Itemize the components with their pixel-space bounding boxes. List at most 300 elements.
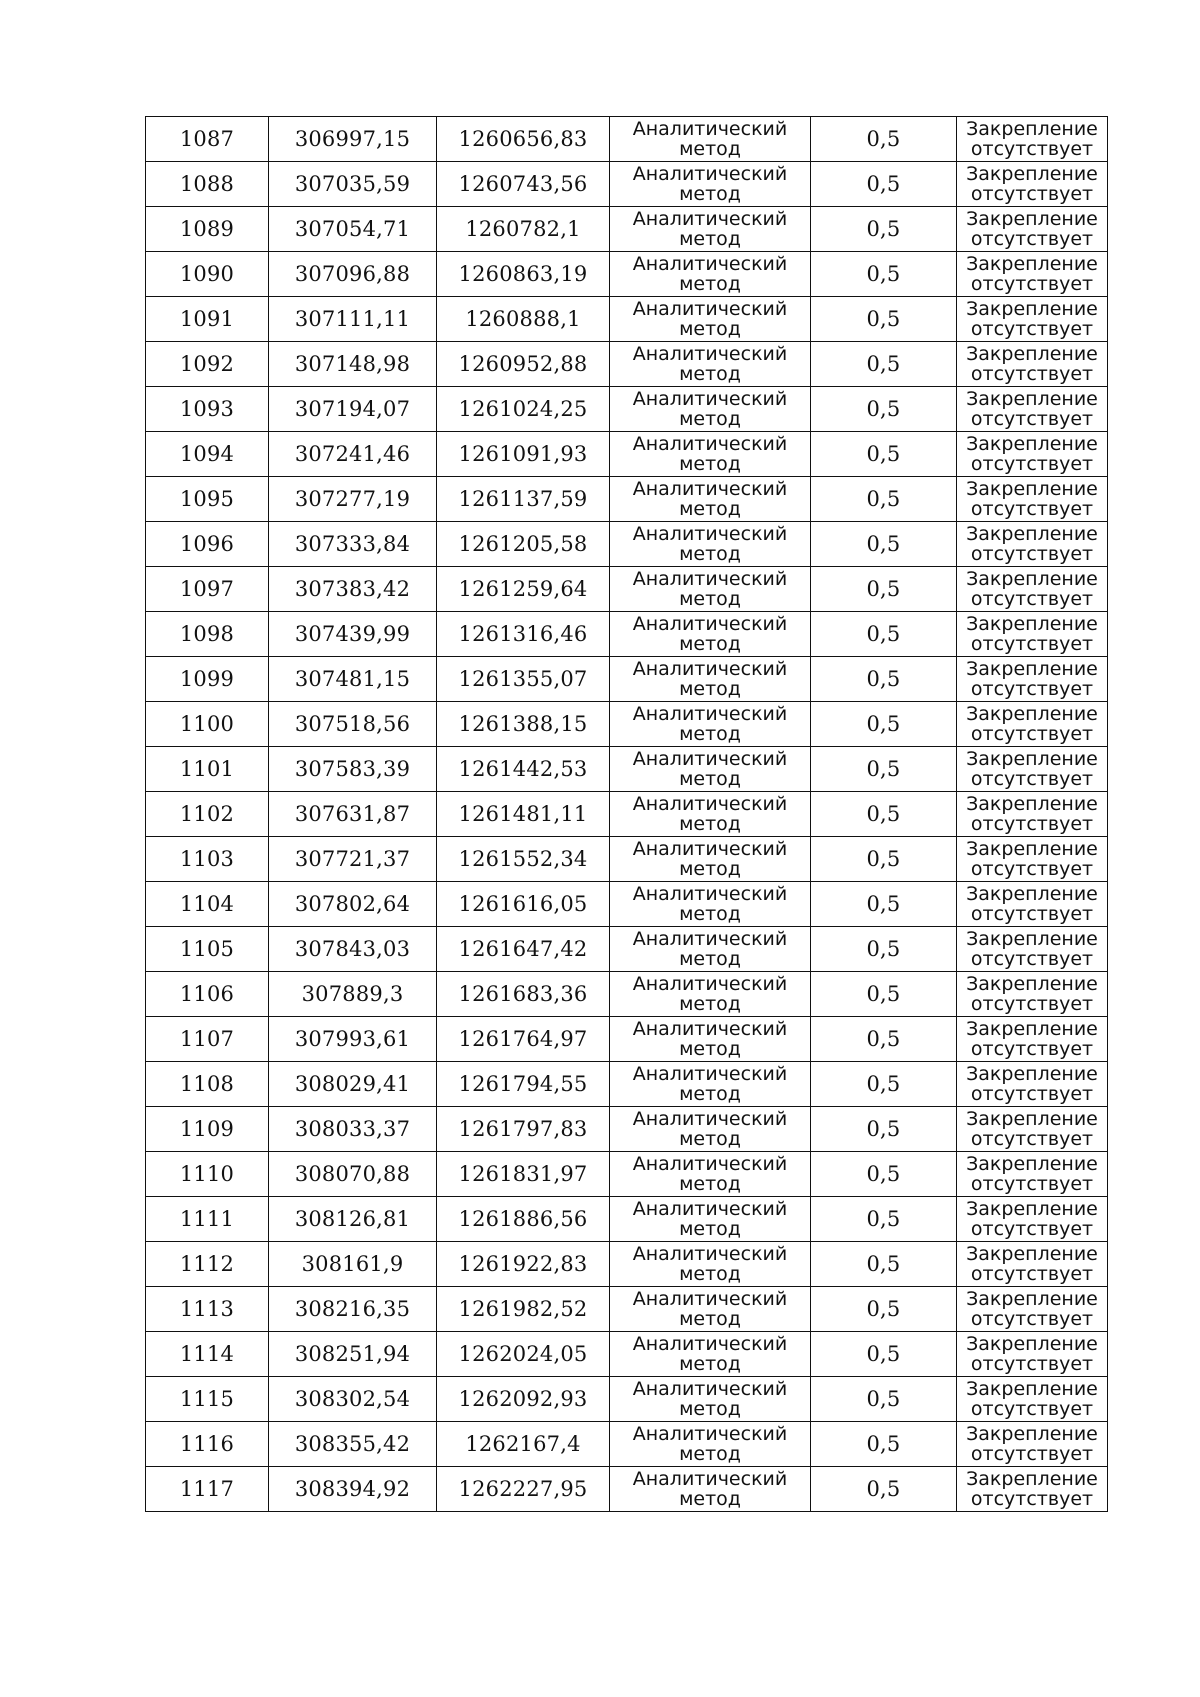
point-number-cell: 1115 xyxy=(146,1377,269,1422)
method-text-line-2: метод xyxy=(679,183,741,205)
method-text-line-1: Аналитический xyxy=(632,1288,788,1310)
fixation-text-line-1: Закрепление xyxy=(966,298,1098,320)
method-text-line-1: Аналитический xyxy=(632,793,788,815)
method-cell xyxy=(610,252,811,297)
accuracy-cell: 0,5 xyxy=(811,1197,957,1242)
y-coordinate-cell: 1260656,83 xyxy=(437,117,610,162)
method-text-line-1: Аналитический xyxy=(632,973,788,995)
method-text-line-1: Аналитический xyxy=(632,118,788,140)
y-coordinate-cell: 1261388,15 xyxy=(437,702,610,747)
fixation-cell xyxy=(957,1422,1108,1467)
method-cell xyxy=(610,1107,811,1152)
fixation-text-line-1: Закрепление xyxy=(966,1063,1098,1085)
accuracy-cell: 0,5 xyxy=(811,1152,957,1197)
point-number-cell: 1108 xyxy=(146,1062,269,1107)
point-number-cell: 1114 xyxy=(146,1332,269,1377)
method-text-line-1: Аналитический xyxy=(632,433,788,455)
method-text-line-2: метод xyxy=(679,1353,741,1375)
fixation-cell xyxy=(957,1287,1108,1332)
point-number-cell: 1092 xyxy=(146,342,269,387)
method-cell xyxy=(610,747,811,792)
coordinates-table-body xyxy=(146,117,1108,1512)
fixation-cell xyxy=(957,792,1108,837)
method-text-line-1: Аналитический xyxy=(632,613,788,635)
table-row xyxy=(146,1152,1108,1197)
method-cell xyxy=(610,342,811,387)
fixation-cell xyxy=(957,432,1108,477)
method-cell xyxy=(610,567,811,612)
accuracy-cell: 0,5 xyxy=(811,1377,957,1422)
x-coordinate-cell: 307277,19 xyxy=(269,477,437,522)
fixation-cell xyxy=(957,1017,1108,1062)
method-text-line-2: метод xyxy=(679,498,741,520)
point-number-cell: 1095 xyxy=(146,477,269,522)
fixation-text-line-2: отсутствует xyxy=(970,498,1094,520)
point-number-cell: 1104 xyxy=(146,882,269,927)
fixation-cell xyxy=(957,1062,1108,1107)
y-coordinate-cell: 1261794,55 xyxy=(437,1062,610,1107)
y-coordinate-cell: 1261982,52 xyxy=(437,1287,610,1332)
method-text-line-1: Аналитический xyxy=(632,568,788,590)
method-text-line-2: метод xyxy=(679,993,741,1015)
fixation-text-line-2: отсутствует xyxy=(970,1443,1094,1465)
accuracy-cell: 0,5 xyxy=(811,702,957,747)
accuracy-cell: 0,5 xyxy=(811,837,957,882)
method-text-line-2: метод xyxy=(679,1398,741,1420)
method-cell xyxy=(610,477,811,522)
method-text-line-1: Аналитический xyxy=(632,928,788,950)
fixation-text-line-2: отсутствует xyxy=(970,723,1094,745)
method-text-line-2: метод xyxy=(679,768,741,790)
fixation-text-line-1: Закрепление xyxy=(966,478,1098,500)
fixation-text-line-2: отсутствует xyxy=(970,903,1094,925)
table-row xyxy=(146,837,1108,882)
point-number-cell: 1094 xyxy=(146,432,269,477)
table-row xyxy=(146,207,1108,252)
method-cell xyxy=(610,972,811,1017)
x-coordinate-cell: 308251,94 xyxy=(269,1332,437,1377)
method-cell xyxy=(610,1332,811,1377)
method-cell xyxy=(610,702,811,747)
x-coordinate-cell: 307194,07 xyxy=(269,387,437,432)
fixation-cell xyxy=(957,117,1108,162)
x-coordinate-cell: 308302,54 xyxy=(269,1377,437,1422)
point-number-cell: 1091 xyxy=(146,297,269,342)
point-number-cell: 1093 xyxy=(146,387,269,432)
method-cell xyxy=(610,837,811,882)
fixation-text-line-2: отсутствует xyxy=(970,678,1094,700)
point-number-cell: 1102 xyxy=(146,792,269,837)
fixation-text-line-2: отсутствует xyxy=(970,1488,1094,1510)
x-coordinate-cell: 307843,03 xyxy=(269,927,437,972)
accuracy-cell: 0,5 xyxy=(811,972,957,1017)
method-text-line-2: метод xyxy=(679,858,741,880)
method-cell xyxy=(610,117,811,162)
method-text-line-2: метод xyxy=(679,1263,741,1285)
fixation-cell xyxy=(957,747,1108,792)
fixation-text-line-1: Закрепление xyxy=(966,568,1098,590)
fixation-cell xyxy=(957,522,1108,567)
point-number-cell: 1089 xyxy=(146,207,269,252)
fixation-text-line-2: отсутствует xyxy=(970,1173,1094,1195)
x-coordinate-cell: 307111,11 xyxy=(269,297,437,342)
fixation-cell xyxy=(957,567,1108,612)
method-text-line-2: метод xyxy=(679,723,741,745)
fixation-cell xyxy=(957,207,1108,252)
y-coordinate-cell: 1261137,59 xyxy=(437,477,610,522)
accuracy-cell: 0,5 xyxy=(811,1467,957,1512)
method-cell xyxy=(610,522,811,567)
table-row xyxy=(146,297,1108,342)
accuracy-cell: 0,5 xyxy=(811,792,957,837)
fixation-text-line-2: отсутствует xyxy=(970,453,1094,475)
method-text-line-2: метод xyxy=(679,1443,741,1465)
point-number-cell: 1099 xyxy=(146,657,269,702)
fixation-text-line-1: Закрепление xyxy=(966,1018,1098,1040)
coordinates-table xyxy=(145,116,1108,1512)
fixation-text-line-1: Закрепление xyxy=(966,1468,1098,1490)
method-text-line-2: метод xyxy=(679,813,741,835)
x-coordinate-cell: 308216,35 xyxy=(269,1287,437,1332)
fixation-text-line-2: отсутствует xyxy=(970,588,1094,610)
table-row xyxy=(146,432,1108,477)
table-row xyxy=(146,792,1108,837)
method-cell xyxy=(610,387,811,432)
table-row xyxy=(146,522,1108,567)
y-coordinate-cell: 1261764,97 xyxy=(437,1017,610,1062)
fixation-text-line-1: Закрепление xyxy=(966,883,1098,905)
accuracy-cell: 0,5 xyxy=(811,1242,957,1287)
fixation-text-line-2: отсутствует xyxy=(970,1083,1094,1105)
method-text-line-1: Аналитический xyxy=(632,208,788,230)
method-text-line-2: метод xyxy=(679,1128,741,1150)
table-row xyxy=(146,477,1108,522)
fixation-text-line-1: Закрепление xyxy=(966,748,1098,770)
method-cell xyxy=(610,1287,811,1332)
fixation-text-line-1: Закрепление xyxy=(966,1243,1098,1265)
y-coordinate-cell: 1261616,05 xyxy=(437,882,610,927)
x-coordinate-cell: 307241,46 xyxy=(269,432,437,477)
fixation-text-line-1: Закрепление xyxy=(966,1378,1098,1400)
accuracy-cell: 0,5 xyxy=(811,477,957,522)
method-cell xyxy=(610,432,811,477)
point-number-cell: 1106 xyxy=(146,972,269,1017)
accuracy-cell: 0,5 xyxy=(811,252,957,297)
table-row xyxy=(146,1242,1108,1287)
method-cell xyxy=(610,162,811,207)
accuracy-cell: 0,5 xyxy=(811,162,957,207)
y-coordinate-cell: 1260888,1 xyxy=(437,297,610,342)
fixation-text-line-2: отсутствует xyxy=(970,1308,1094,1330)
table-row xyxy=(146,387,1108,432)
point-number-cell: 1116 xyxy=(146,1422,269,1467)
fixation-cell xyxy=(957,612,1108,657)
method-text-line-1: Аналитический xyxy=(632,1243,788,1265)
method-cell xyxy=(610,297,811,342)
fixation-text-line-2: отсутствует xyxy=(970,1263,1094,1285)
fixation-cell xyxy=(957,837,1108,882)
point-number-cell: 1107 xyxy=(146,1017,269,1062)
method-cell xyxy=(610,792,811,837)
fixation-text-line-1: Закрепление xyxy=(966,523,1098,545)
fixation-text-line-2: отсутствует xyxy=(970,273,1094,295)
point-number-cell: 1100 xyxy=(146,702,269,747)
x-coordinate-cell: 307889,3 xyxy=(269,972,437,1017)
fixation-text-line-2: отсутствует xyxy=(970,768,1094,790)
x-coordinate-cell: 307721,37 xyxy=(269,837,437,882)
method-text-line-1: Аналитический xyxy=(632,163,788,185)
y-coordinate-cell: 1261442,53 xyxy=(437,747,610,792)
accuracy-cell: 0,5 xyxy=(811,1287,957,1332)
x-coordinate-cell: 307035,59 xyxy=(269,162,437,207)
x-coordinate-cell: 307993,61 xyxy=(269,1017,437,1062)
method-text-line-2: метод xyxy=(679,1083,741,1105)
fixation-text-line-2: отсутствует xyxy=(970,318,1094,340)
fixation-text-line-2: отсутствует xyxy=(970,1218,1094,1240)
fixation-cell xyxy=(957,252,1108,297)
y-coordinate-cell: 1261797,83 xyxy=(437,1107,610,1152)
method-text-line-1: Аналитический xyxy=(632,1063,788,1085)
method-text-line-1: Аналитический xyxy=(632,1198,788,1220)
fixation-cell xyxy=(957,1242,1108,1287)
point-number-cell: 1088 xyxy=(146,162,269,207)
x-coordinate-cell: 307054,71 xyxy=(269,207,437,252)
accuracy-cell: 0,5 xyxy=(811,1422,957,1467)
method-cell xyxy=(610,612,811,657)
accuracy-cell: 0,5 xyxy=(811,567,957,612)
fixation-text-line-1: Закрепление xyxy=(966,1288,1098,1310)
x-coordinate-cell: 307481,15 xyxy=(269,657,437,702)
y-coordinate-cell: 1260863,19 xyxy=(437,252,610,297)
fixation-text-line-1: Закрепление xyxy=(966,793,1098,815)
fixation-text-line-2: отсутствует xyxy=(970,1398,1094,1420)
method-text-line-2: метод xyxy=(679,903,741,925)
method-cell xyxy=(610,207,811,252)
table-row xyxy=(146,612,1108,657)
table-row xyxy=(146,657,1108,702)
y-coordinate-cell: 1261886,56 xyxy=(437,1197,610,1242)
x-coordinate-cell: 307439,99 xyxy=(269,612,437,657)
fixation-text-line-2: отсутствует xyxy=(970,813,1094,835)
x-coordinate-cell: 308394,92 xyxy=(269,1467,437,1512)
method-text-line-1: Аналитический xyxy=(632,388,788,410)
table-row xyxy=(146,702,1108,747)
method-text-line-2: метод xyxy=(679,1038,741,1060)
method-text-line-2: метод xyxy=(679,273,741,295)
fixation-text-line-2: отсутствует xyxy=(970,228,1094,250)
method-cell xyxy=(610,882,811,927)
table-row xyxy=(146,927,1108,972)
point-number-cell: 1113 xyxy=(146,1287,269,1332)
y-coordinate-cell: 1261205,58 xyxy=(437,522,610,567)
point-number-cell: 1101 xyxy=(146,747,269,792)
point-number-cell: 1117 xyxy=(146,1467,269,1512)
method-text-line-1: Аналитический xyxy=(632,1423,788,1445)
fixation-cell xyxy=(957,387,1108,432)
method-cell xyxy=(610,1242,811,1287)
fixation-text-line-2: отсутствует xyxy=(970,183,1094,205)
fixation-text-line-1: Закрепление xyxy=(966,1198,1098,1220)
fixation-cell xyxy=(957,972,1108,1017)
table-row xyxy=(146,567,1108,612)
fixation-text-line-1: Закрепление xyxy=(966,1153,1098,1175)
fixation-text-line-2: отсутствует xyxy=(970,993,1094,1015)
y-coordinate-cell: 1261481,11 xyxy=(437,792,610,837)
table-row xyxy=(146,1377,1108,1422)
table-row xyxy=(146,1287,1108,1332)
method-text-line-1: Аналитический xyxy=(632,298,788,320)
table-row xyxy=(146,252,1108,297)
y-coordinate-cell: 1260782,1 xyxy=(437,207,610,252)
x-coordinate-cell: 308033,37 xyxy=(269,1107,437,1152)
method-text-line-2: метод xyxy=(679,1488,741,1510)
fixation-text-line-1: Закрепление xyxy=(966,433,1098,455)
accuracy-cell: 0,5 xyxy=(811,432,957,477)
method-text-line-2: метод xyxy=(679,633,741,655)
x-coordinate-cell: 308355,42 xyxy=(269,1422,437,1467)
method-text-line-1: Аналитический xyxy=(632,1153,788,1175)
accuracy-cell: 0,5 xyxy=(811,1017,957,1062)
method-text-line-1: Аналитический xyxy=(632,1333,788,1355)
method-cell xyxy=(610,1197,811,1242)
fixation-cell xyxy=(957,162,1108,207)
point-number-cell: 1097 xyxy=(146,567,269,612)
method-text-line-2: метод xyxy=(679,408,741,430)
table-row xyxy=(146,1422,1108,1467)
accuracy-cell: 0,5 xyxy=(811,342,957,387)
method-text-line-1: Аналитический xyxy=(632,703,788,725)
y-coordinate-cell: 1262092,93 xyxy=(437,1377,610,1422)
point-number-cell: 1087 xyxy=(146,117,269,162)
accuracy-cell: 0,5 xyxy=(811,1107,957,1152)
y-coordinate-cell: 1262227,95 xyxy=(437,1467,610,1512)
y-coordinate-cell: 1261024,25 xyxy=(437,387,610,432)
method-text-line-1: Аналитический xyxy=(632,1108,788,1130)
y-coordinate-cell: 1261552,34 xyxy=(437,837,610,882)
fixation-cell xyxy=(957,927,1108,972)
point-number-cell: 1098 xyxy=(146,612,269,657)
y-coordinate-cell: 1262024,05 xyxy=(437,1332,610,1377)
method-text-line-1: Аналитический xyxy=(632,1468,788,1490)
accuracy-cell: 0,5 xyxy=(811,297,957,342)
accuracy-cell: 0,5 xyxy=(811,117,957,162)
y-coordinate-cell: 1261091,93 xyxy=(437,432,610,477)
fixation-text-line-1: Закрепление xyxy=(966,118,1098,140)
accuracy-cell: 0,5 xyxy=(811,387,957,432)
accuracy-cell: 0,5 xyxy=(811,522,957,567)
fixation-text-line-1: Закрепление xyxy=(966,208,1098,230)
fixation-cell xyxy=(957,1467,1108,1512)
method-text-line-1: Аналитический xyxy=(632,1378,788,1400)
table-row xyxy=(146,1197,1108,1242)
fixation-text-line-1: Закрепление xyxy=(966,1423,1098,1445)
x-coordinate-cell: 307333,84 xyxy=(269,522,437,567)
table-row xyxy=(146,1017,1108,1062)
fixation-cell xyxy=(957,882,1108,927)
fixation-cell xyxy=(957,1377,1108,1422)
fixation-text-line-1: Закрепление xyxy=(966,613,1098,635)
accuracy-cell: 0,5 xyxy=(811,747,957,792)
x-coordinate-cell: 308126,81 xyxy=(269,1197,437,1242)
method-text-line-2: метод xyxy=(679,318,741,340)
fixation-cell xyxy=(957,1332,1108,1377)
method-cell xyxy=(610,1422,811,1467)
x-coordinate-cell: 308029,41 xyxy=(269,1062,437,1107)
table-row xyxy=(146,747,1108,792)
method-text-line-1: Аналитический xyxy=(632,478,788,500)
fixation-text-line-2: отсутствует xyxy=(970,543,1094,565)
accuracy-cell: 0,5 xyxy=(811,612,957,657)
x-coordinate-cell: 306997,15 xyxy=(269,117,437,162)
fixation-cell xyxy=(957,702,1108,747)
method-text-line-1: Аналитический xyxy=(632,1018,788,1040)
method-cell xyxy=(610,1017,811,1062)
method-text-line-2: метод xyxy=(679,588,741,610)
fixation-text-line-2: отсутствует xyxy=(970,408,1094,430)
method-text-line-1: Аналитический xyxy=(632,523,788,545)
accuracy-cell: 0,5 xyxy=(811,1332,957,1377)
table-row xyxy=(146,1062,1108,1107)
fixation-text-line-1: Закрепление xyxy=(966,253,1098,275)
point-number-cell: 1110 xyxy=(146,1152,269,1197)
y-coordinate-cell: 1261922,83 xyxy=(437,1242,610,1287)
method-text-line-2: метод xyxy=(679,453,741,475)
point-number-cell: 1112 xyxy=(146,1242,269,1287)
fixation-text-line-1: Закрепление xyxy=(966,163,1098,185)
fixation-cell xyxy=(957,477,1108,522)
accuracy-cell: 0,5 xyxy=(811,657,957,702)
table-row xyxy=(146,882,1108,927)
accuracy-cell: 0,5 xyxy=(811,207,957,252)
table-row xyxy=(146,1332,1108,1377)
method-cell xyxy=(610,1062,811,1107)
x-coordinate-cell: 307383,42 xyxy=(269,567,437,612)
fixation-cell xyxy=(957,657,1108,702)
y-coordinate-cell: 1261683,36 xyxy=(437,972,610,1017)
x-coordinate-cell: 307583,39 xyxy=(269,747,437,792)
table-row xyxy=(146,972,1108,1017)
fixation-text-line-2: отсутствует xyxy=(970,633,1094,655)
method-text-line-1: Аналитический xyxy=(632,883,788,905)
fixation-cell xyxy=(957,1152,1108,1197)
x-coordinate-cell: 308161,9 xyxy=(269,1242,437,1287)
fixation-text-line-1: Закрепление xyxy=(966,838,1098,860)
y-coordinate-cell: 1261316,46 xyxy=(437,612,610,657)
method-text-line-1: Аналитический xyxy=(632,748,788,770)
table-row xyxy=(146,1467,1108,1512)
x-coordinate-cell: 307096,88 xyxy=(269,252,437,297)
method-cell xyxy=(610,1377,811,1422)
fixation-cell xyxy=(957,1107,1108,1152)
point-number-cell: 1090 xyxy=(146,252,269,297)
method-text-line-1: Аналитический xyxy=(632,253,788,275)
method-text-line-1: Аналитический xyxy=(632,838,788,860)
method-text-line-2: метод xyxy=(679,228,741,250)
fixation-text-line-2: отсутствует xyxy=(970,1128,1094,1150)
x-coordinate-cell: 307802,64 xyxy=(269,882,437,927)
method-text-line-2: метод xyxy=(679,948,741,970)
accuracy-cell: 0,5 xyxy=(811,882,957,927)
y-coordinate-cell: 1260743,56 xyxy=(437,162,610,207)
fixation-text-line-2: отсутствует xyxy=(970,1353,1094,1375)
y-coordinate-cell: 1261259,64 xyxy=(437,567,610,612)
point-number-cell: 1109 xyxy=(146,1107,269,1152)
x-coordinate-cell: 307518,56 xyxy=(269,702,437,747)
fixation-text-line-1: Закрепление xyxy=(966,1333,1098,1355)
method-cell xyxy=(610,1467,811,1512)
table-row xyxy=(146,342,1108,387)
method-text-line-2: метод xyxy=(679,1308,741,1330)
